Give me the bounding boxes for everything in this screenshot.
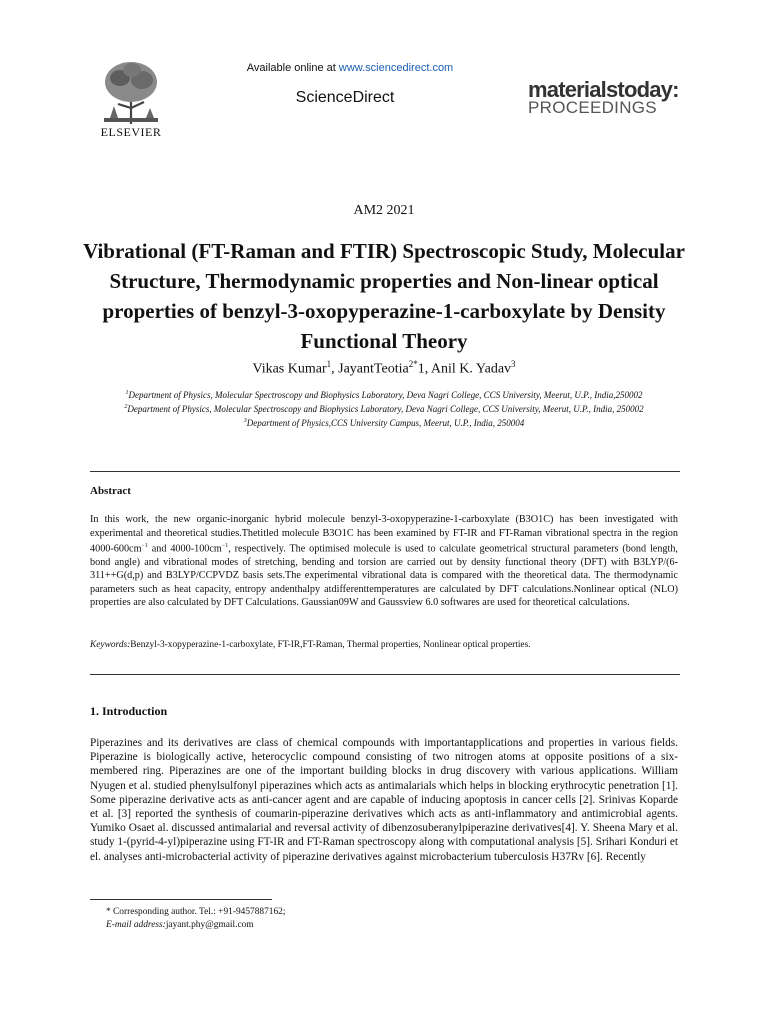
keywords-label: Keywords: [90,640,131,650]
author-2-suffix: 1 [417,361,425,377]
author-3-sup: 3 [511,359,516,369]
abstract-part-3: , respectively. The optimised molecule is used to calculate geometrical structural parameters (bond length, bond angle) and vibrational modes of stretching, bending and torsion are carried out by density functional theory (DFT) with B3LYP/(6-311++G(d,p) and B3LYP/CCPVDZ basis sets.The experimental vibrational data is compared with the theoretical data. The thermodynamic parameters such as heat capacity, entropy andenthalpy atdifferenttemperatures are calculated by DFT calculations.Nonlinear optical (NLO) properties are also calculated by DFT Calculations. Gaussian09W and Gaussview 6.0 softwares are used for theoretical calculations. [90,543,678,609]
abstract-part-1: In this work, the new organic-inorganic hybrid molecule benzyl-3-oxopyperazine-1-carboxylate (B3O1C) has been investigated with experimental and theoretical studies.Thetitled molecule B3O1C has been examined by FT-IR and FT-Raman vibrational spectra in the region 4000-600cm [90,514,678,555]
affiliation-3-sup: 3 [243,418,247,424]
affiliation-2-sup: 2 [124,404,128,410]
keywords [90,640,680,650]
available-prefix: Available online at [246,62,339,74]
footnote-rule [90,899,272,900]
email-note [106,920,254,930]
abstract-heading: Abstract [90,485,131,497]
affiliation-1-sup: 1 [125,390,129,396]
keywords-text: Benzyl-3-xopyperazine-1-carboxylate, FT-IR,FT-Raman, Thermal properties, Nonlinear optical properties. [130,640,531,650]
author-1: Vikas Kumar [252,361,327,377]
abstract-sup-2: −1 [221,543,229,549]
author-2-sup: 2* [408,359,418,369]
paper-title: Vibrational (FT-Raman and FTIR) Spectroscopic Study, Molecular Structure, Thermodynamic properties and Non-linear optical properties of benzyl-3-oxopyperazine-1-carboxylate by Density Functional Theory [83,239,685,353]
author-1-sup: 1 [326,359,332,369]
email-address[interactable]: jayant.phy@gmail.com [165,920,254,930]
divider-top [90,471,680,472]
introduction-text: Piperazines and its derivatives are class of chemical compounds with importantapplications and properties in various fields. Piperazine is biologically active, heterocyclic compound consisting of two nitrogen atoms at opposite positions of a six-membered ring. Piperazines are one of the important building blocks in drug discovery with various applications. William Nyugen et al. studied phenylsulfonyl piperazines which acts as antimalarials which helps in blocking erythrocytic penetration [1]. Some piperazine derivative acts as anti-cancer agent and are capable of inducing apoptosis in cancer cells [2]. Srinivas Koparde et al. [3] reported the synthesis of coumarin-piperazine derivatives which acts as anti-inflammatory and antimicrobial agents. Yumiko Osaet al. discussed antimalarial and reversal activity of dibenzosuberanylpiperazine derivatives[4]. Y. Sheena Mary et al. study 1-(pyrid-4-yl)piperazine using FT-IR and FT-Raman spectroscopy along with computational analysis [5]. Srihari Konduri et el. analyses anti-microbacterial activity of piperazine derivatives against microbacterium tuberculosis H37Rv [6]. Recently [90,737,678,863]
affiliation-1-text: Department of Physics, Molecular Spectroscopy and Biophysics Laboratory, Deva Nagri College, CCS University, Meerut, U.P., India,250002 [128,390,643,400]
publisher-name: ELSEVIER [100,125,162,139]
sciencedirect-link[interactable]: www.sciencedirect.com [338,62,454,74]
divider-bottom [90,674,680,675]
affiliation-1 [0,390,768,400]
email-label: E-mail address: [106,920,166,930]
journal-logo-line2: PROCEEDINGS [528,98,657,117]
abstract-part-2: and 4000-100cm [147,543,222,555]
affiliation-3 [0,418,768,428]
author-list [0,359,768,378]
abstract-sup-1: −1 [141,543,148,549]
author-separator: , [331,361,339,377]
author-3: Anil K. Yadav [430,361,512,377]
introduction-heading: 1. Introduction [90,704,168,718]
affiliation-2 [0,404,768,414]
conference-name: AM2 2021 [353,203,415,218]
affiliation-2-text: Department of Physics, Molecular Spectroscopy and Biophysics Laboratory, Deva Nagri College, CCS University, Meerut, U.P., India, 250002 [127,404,644,414]
author-separator: , [424,361,431,377]
sciencedirect-title: ScienceDirect [295,89,395,106]
corresponding-author-note: * Corresponding author. Tel.: +91-9457887162; [106,907,286,917]
abstract-text [90,513,678,610]
affiliation-3-text: Department of Physics,CCS University Campus, Meerut, U.P., India, 250004 [246,418,525,428]
author-2: JayantTeotia [338,361,409,377]
journal-logo-line1: materialstoday: [528,77,679,102]
available-online-line [200,62,500,74]
